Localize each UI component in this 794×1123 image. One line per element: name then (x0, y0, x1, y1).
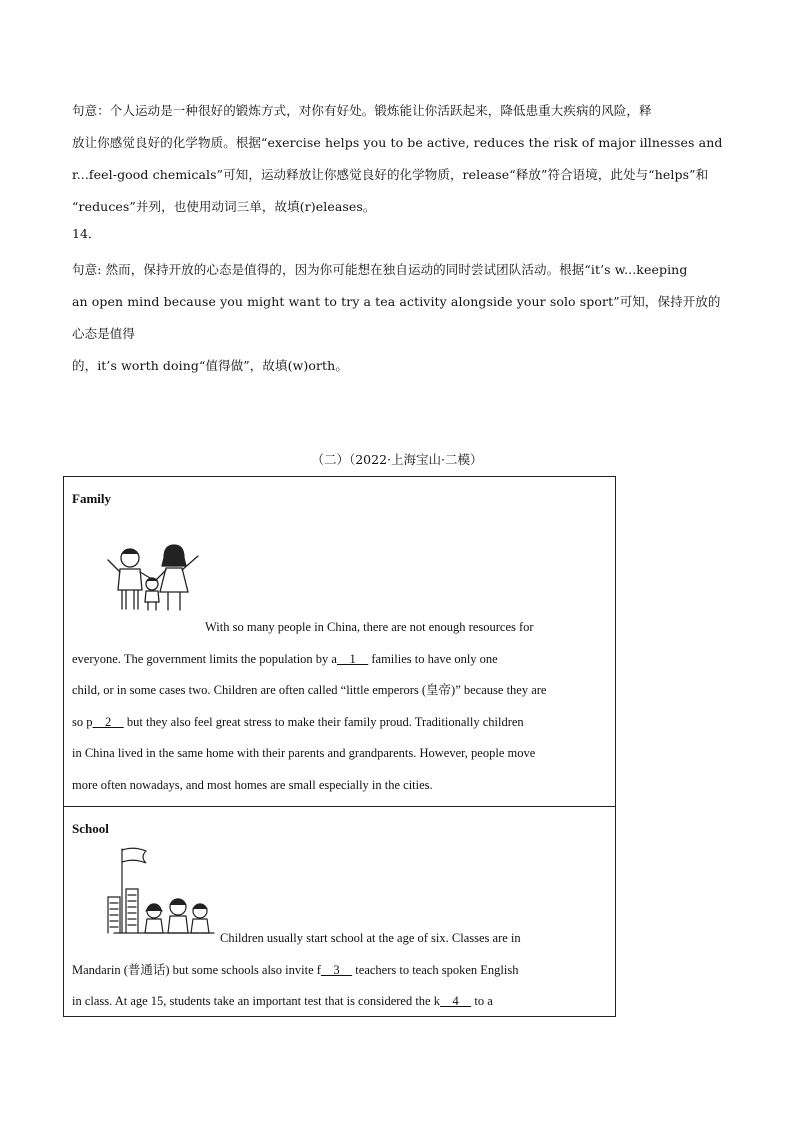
passage-text: families to have only one (368, 651, 498, 666)
passage-text: but they also feel great stress to make their family proud. Traditionally children (123, 714, 524, 729)
passage-table (63, 476, 616, 1017)
explanation-line: r...feel-good chemicals”可知，运动释放让你感觉良好的化学物质，release“释放”符合语境，此处与“helps”和 (72, 167, 709, 182)
passage-line: in China lived in the same home with their parents and grandparents. However, people move (72, 746, 536, 760)
school-illustration-icon (104, 845, 216, 935)
family-passage (72, 612, 610, 801)
blank-3[interactable]: 3 (320, 962, 353, 977)
school-section (64, 807, 615, 1016)
passage-line (72, 923, 610, 955)
school-heading: School (72, 821, 109, 836)
explanation-line: 的，it’s worth doing“值得做”，故填(w)orth。 (72, 358, 348, 373)
explanation-line: 句意: 然而，保持开放的心态是值得的，因为你可能想在独自运动的同时尝试团队活动。根据“it’s w...keeping (72, 262, 688, 277)
passage-text: teachers to teach spoken English (352, 962, 519, 977)
explanation-line: an open mind because you might want to try a tea activity alongside your solo sport”可知，保持开放的心态是值得 (72, 294, 721, 341)
school-passage (72, 923, 610, 1018)
passage-line: child, or in some cases two. Children are often called “little emperors (皇帝)” because they are (72, 683, 547, 697)
passage-text: With so many people in China, there are not enough resources for (205, 620, 534, 634)
explanation-line: “reduces”并列，也使用动词三单，故填(r)eleases。 (72, 199, 376, 214)
passage-line (72, 986, 610, 1018)
passage-line (72, 707, 610, 739)
passage-text: to a (471, 994, 493, 1008)
passage-text: in class. At age 15, students take an important test that is considered the k (72, 994, 440, 1008)
family-section (64, 477, 615, 807)
explanation-paragraph-14 (72, 254, 724, 382)
family-heading: Family (72, 491, 111, 506)
passage-text: everyone. The government limits the population by a (72, 651, 337, 666)
blank-2[interactable]: 2 (92, 714, 124, 729)
passage-line: more often nowadays, and most homes are small especially in the cities. (72, 777, 433, 792)
passage-line (72, 955, 610, 987)
blank-1[interactable]: 1 (336, 651, 369, 666)
passage-line (72, 612, 610, 644)
question-number: 14． (72, 226, 101, 241)
passage-line (72, 644, 610, 676)
section-title: （二）（2022·上海宝山·二模） (311, 452, 483, 467)
passage-text: so p (72, 714, 93, 729)
family-illustration-icon (102, 542, 206, 612)
explanation-line: 句意：个人运动是一种很好的锻炼方式，对你有好处。锻炼能让你活跃起来，降低患重大疾病的风险，释 (72, 103, 652, 118)
explanation-line: 放让你感觉良好的化学物质。根据“exercise helps you to be active, reduces the risk of major illnesses and (72, 135, 723, 150)
passage-text: Children usually start school at the age of six. Classes are in (220, 931, 521, 945)
explanation-paragraph-13 (72, 95, 724, 223)
blank-4[interactable]: 4 (439, 994, 472, 1008)
passage-text: Mandarin (普通话) but some schools also invite f (72, 962, 321, 977)
